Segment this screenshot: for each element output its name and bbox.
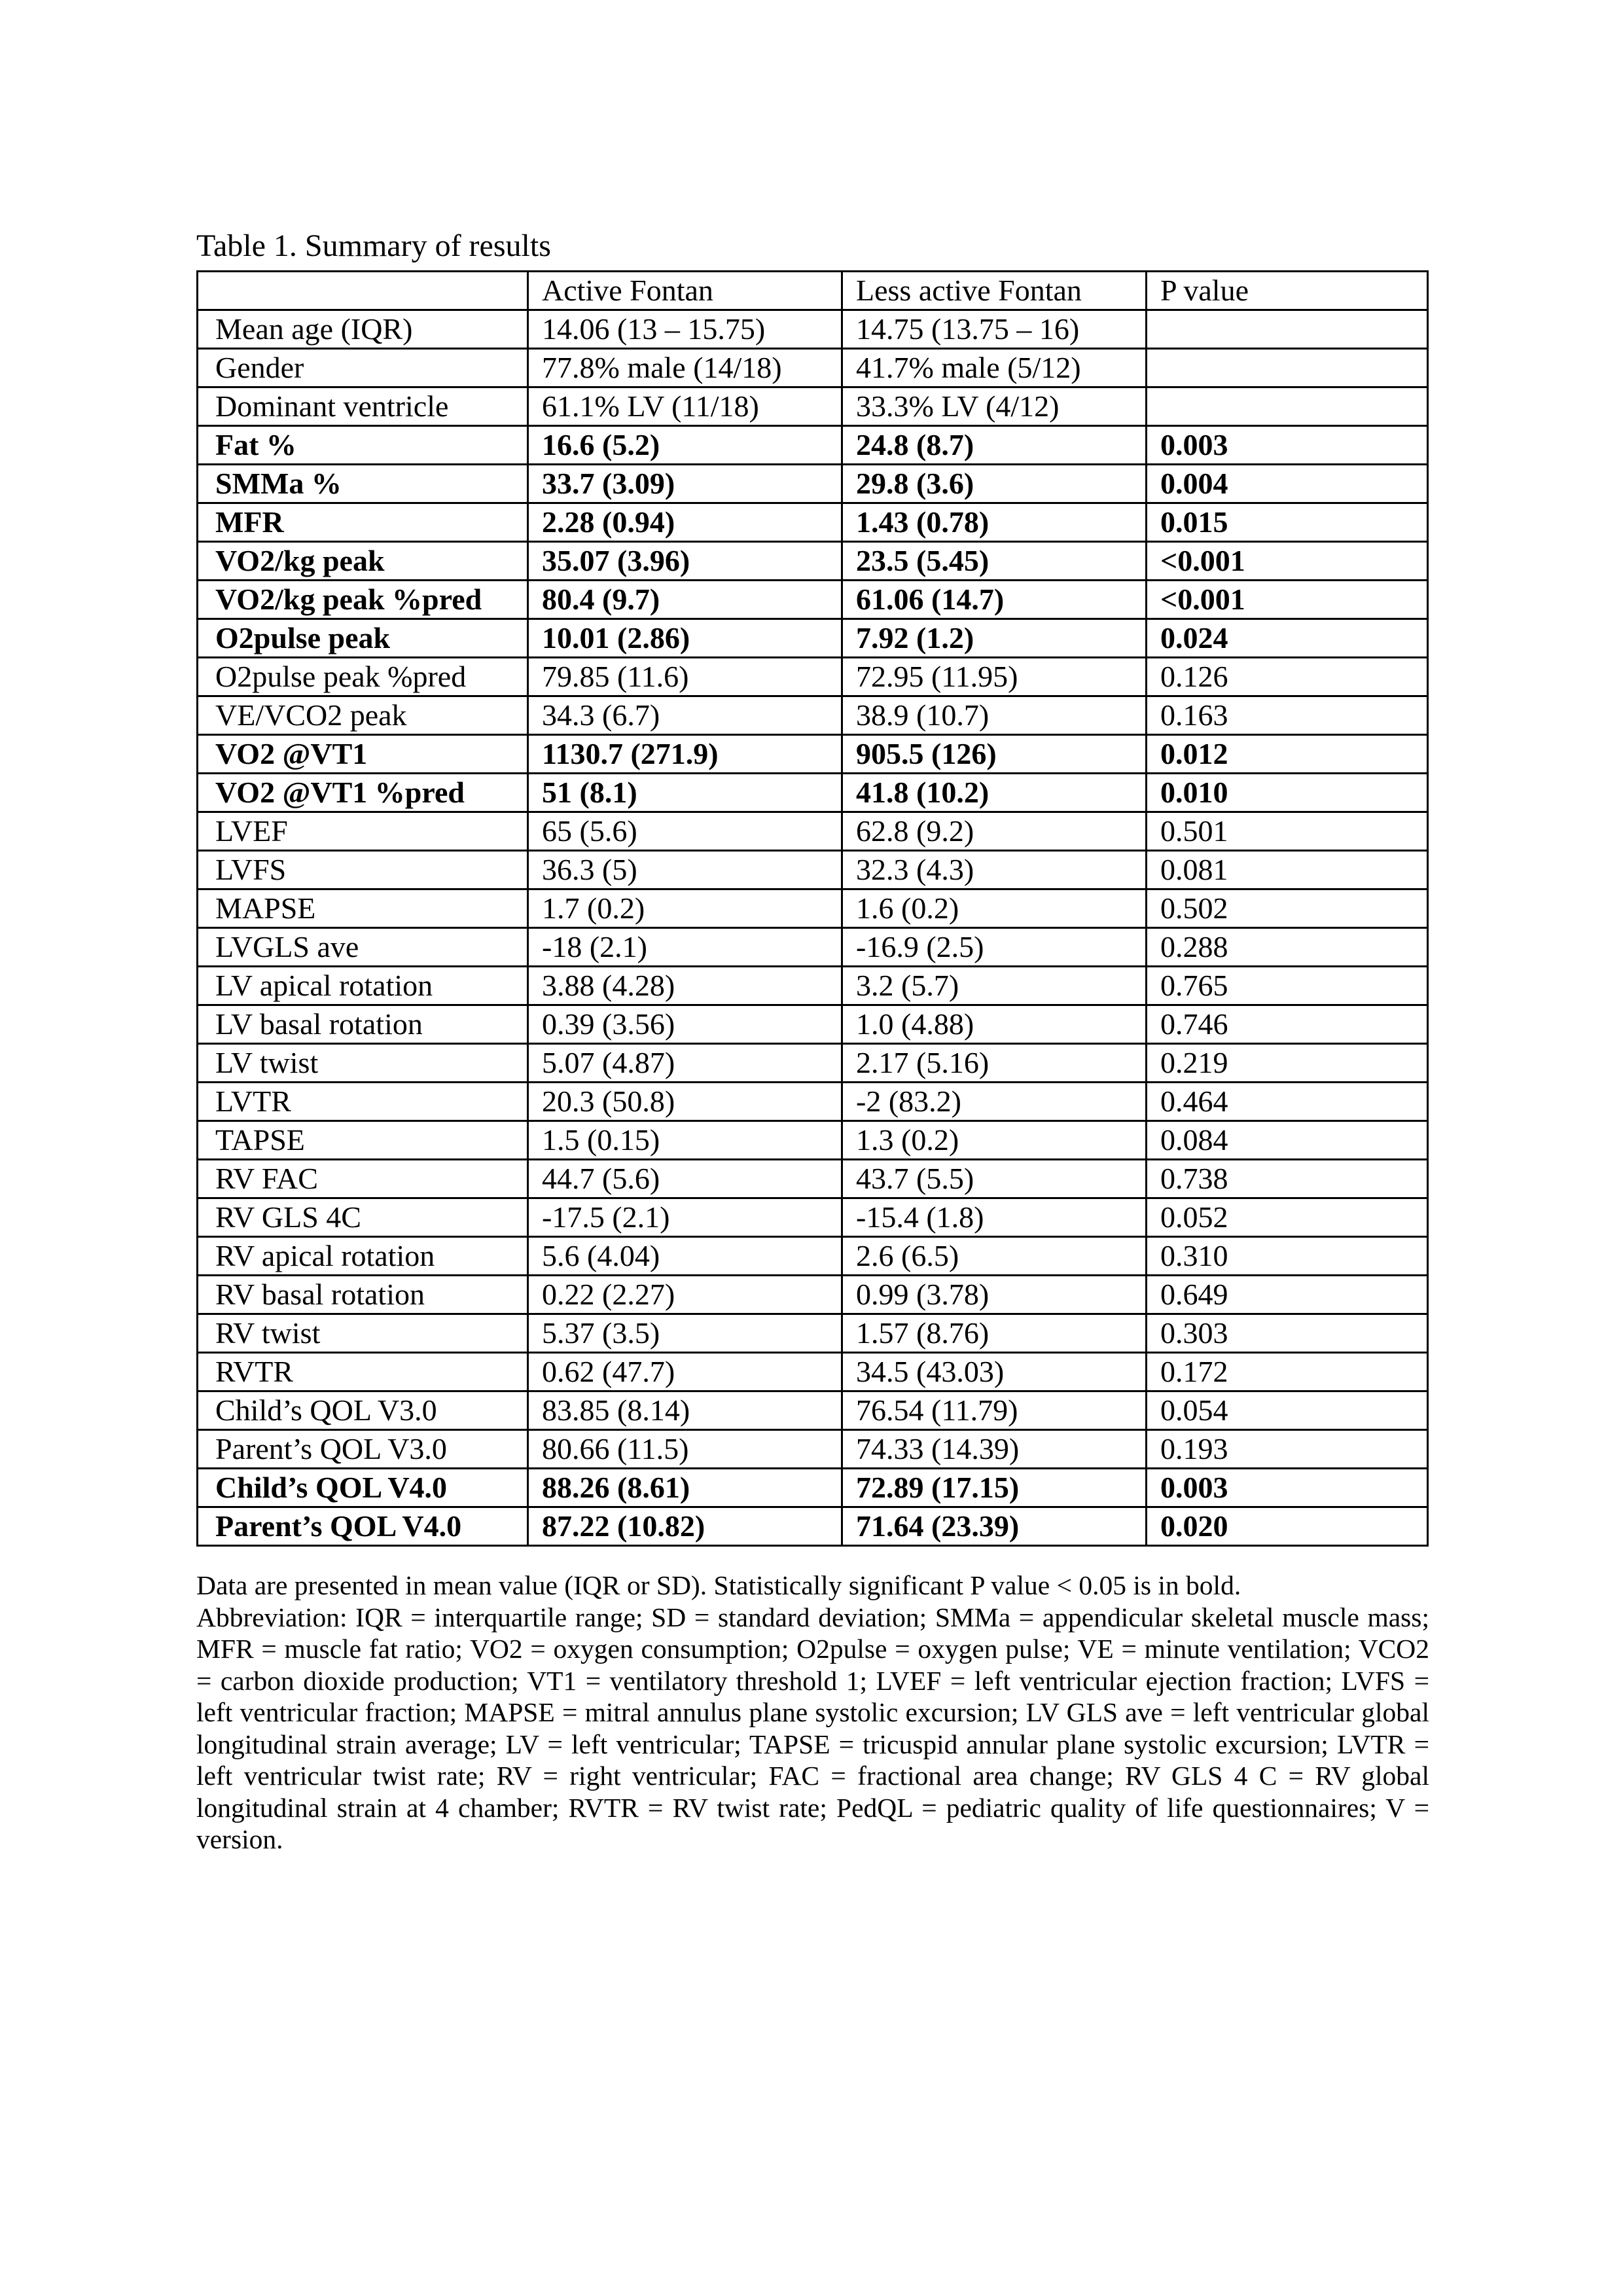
p-value-cell: <0.001 — [1147, 542, 1428, 581]
row-label-cell: LV basal rotation — [198, 1005, 528, 1044]
less-active-fontan-cell: 14.75 (13.75 – 16) — [842, 310, 1147, 349]
p-value-cell: 0.084 — [1147, 1121, 1428, 1160]
active-fontan-cell: 51 (8.1) — [528, 774, 842, 812]
row-label-cell: LVGLS ave — [198, 928, 528, 967]
row-label-cell: VO2 @VT1 — [198, 735, 528, 774]
row-label-cell: VO2 @VT1 %pred — [198, 774, 528, 812]
table-row — [198, 581, 1428, 619]
row-label-cell: MFR — [198, 503, 528, 542]
less-active-fontan-cell: 2.17 (5.16) — [842, 1044, 1147, 1083]
less-active-fontan-cell: 3.2 (5.7) — [842, 967, 1147, 1005]
less-active-fontan-cell: 1.0 (4.88) — [842, 1005, 1147, 1044]
table-row — [198, 1314, 1428, 1353]
p-value-cell: 0.020 — [1147, 1507, 1428, 1546]
table-row — [198, 928, 1428, 967]
table-row — [198, 310, 1428, 349]
table-row — [198, 1237, 1428, 1276]
p-value-cell: 0.464 — [1147, 1083, 1428, 1121]
active-fontan-cell: 1.5 (0.15) — [528, 1121, 842, 1160]
active-fontan-cell: 44.7 (5.6) — [528, 1160, 842, 1198]
p-value-cell — [1147, 310, 1428, 349]
table-row — [198, 1160, 1428, 1198]
active-fontan-cell: 83.85 (8.14) — [528, 1391, 842, 1430]
less-active-fontan-cell: -16.9 (2.5) — [842, 928, 1147, 967]
less-active-fontan-cell: 61.06 (14.7) — [842, 581, 1147, 619]
active-fontan-cell: 0.62 (47.7) — [528, 1353, 842, 1391]
active-fontan-cell: 33.7 (3.09) — [528, 465, 842, 503]
table-row — [198, 812, 1428, 851]
active-fontan-cell: 88.26 (8.61) — [528, 1469, 842, 1507]
active-fontan-cell: 5.6 (4.04) — [528, 1237, 842, 1276]
table-row — [198, 426, 1428, 465]
less-active-fontan-cell: 33.3% LV (4/12) — [842, 387, 1147, 426]
p-value-cell: 0.054 — [1147, 1391, 1428, 1430]
table-row — [198, 1430, 1428, 1469]
p-value-cell: 0.310 — [1147, 1237, 1428, 1276]
table-row — [198, 1507, 1428, 1546]
less-active-fontan-cell: 34.5 (43.03) — [842, 1353, 1147, 1391]
active-fontan-cell: 16.6 (5.2) — [528, 426, 842, 465]
table-row — [198, 1083, 1428, 1121]
row-label-cell: Fat % — [198, 426, 528, 465]
active-fontan-cell: 20.3 (50.8) — [528, 1083, 842, 1121]
table-row — [198, 735, 1428, 774]
active-fontan-cell: 65 (5.6) — [528, 812, 842, 851]
active-fontan-cell: 34.3 (6.7) — [528, 696, 842, 735]
table-row — [198, 967, 1428, 1005]
active-fontan-cell: 36.3 (5) — [528, 851, 842, 889]
p-value-cell: 0.303 — [1147, 1314, 1428, 1353]
p-value-cell: 0.012 — [1147, 735, 1428, 774]
column-header-active: Active Fontan — [528, 272, 842, 310]
row-label-cell: LVFS — [198, 851, 528, 889]
p-value-cell: 0.052 — [1147, 1198, 1428, 1237]
row-label-cell: RV apical rotation — [198, 1237, 528, 1276]
p-value-cell: 0.015 — [1147, 503, 1428, 542]
p-value-cell: 0.219 — [1147, 1044, 1428, 1083]
table-body — [198, 310, 1428, 1546]
table-row — [198, 774, 1428, 812]
footnote-abbreviations: Abbreviation: IQR = interquartile range; SD = standard deviation; SMMa = appendicular skeletal muscle mass; MFR = muscle fat ratio; VO2 = oxygen consumption; O2pulse = oxygen pulse; VE = minute ventilation; VCO2 = carbon dioxide production; VT1 = ventilatory threshold 1; LVEF = left ventricular ejection fraction; LVFS = left ventricular fraction; MAPSE = mitral annulus plane systolic excursion; LV GLS ave = left ventricular global longitudinal strain average; LV = left ventricular; TAPSE = tricuspid annular plane systolic excursion; LVTR = left ventricular twist rate; RV = right ventricular; FAC = fractional area change; RV GLS 4 C = RV global longitudinal strain at 4 chamber; RVTR = RV twist rate; PedQL = pediatric quality of life questionnaires; V = version. — [196, 1602, 1429, 1854]
row-label-cell: LVEF — [198, 812, 528, 851]
less-active-fontan-cell: 72.89 (17.15) — [842, 1469, 1147, 1507]
p-value-cell: 0.172 — [1147, 1353, 1428, 1391]
less-active-fontan-cell: 38.9 (10.7) — [842, 696, 1147, 735]
less-active-fontan-cell: 41.8 (10.2) — [842, 774, 1147, 812]
less-active-fontan-cell: 7.92 (1.2) — [842, 619, 1147, 658]
p-value-cell: 0.649 — [1147, 1276, 1428, 1314]
less-active-fontan-cell: -15.4 (1.8) — [842, 1198, 1147, 1237]
table-row — [198, 542, 1428, 581]
active-fontan-cell: 10.01 (2.86) — [528, 619, 842, 658]
less-active-fontan-cell: 29.8 (3.6) — [842, 465, 1147, 503]
active-fontan-cell: 35.07 (3.96) — [528, 542, 842, 581]
row-label-cell: MAPSE — [198, 889, 528, 928]
row-label-cell: RVTR — [198, 1353, 528, 1391]
p-value-cell: 0.010 — [1147, 774, 1428, 812]
row-label-cell: RV basal rotation — [198, 1276, 528, 1314]
row-label-cell: Mean age (IQR) — [198, 310, 528, 349]
active-fontan-cell: 87.22 (10.82) — [528, 1507, 842, 1546]
table-row — [198, 658, 1428, 696]
table-row — [198, 1391, 1428, 1430]
column-header-empty — [198, 272, 528, 310]
row-label-cell: VO2/kg peak — [198, 542, 528, 581]
p-value-cell: 0.003 — [1147, 1469, 1428, 1507]
p-value-cell: 0.288 — [1147, 928, 1428, 967]
active-fontan-cell: 3.88 (4.28) — [528, 967, 842, 1005]
row-label-cell: RV FAC — [198, 1160, 528, 1198]
table-caption: Table 1. Summary of results — [196, 228, 551, 263]
less-active-fontan-cell: 74.33 (14.39) — [842, 1430, 1147, 1469]
row-label-cell: RV twist — [198, 1314, 528, 1353]
table-row — [198, 1198, 1428, 1237]
row-label-cell: Parent’s QOL V3.0 — [198, 1430, 528, 1469]
p-value-cell: <0.001 — [1147, 581, 1428, 619]
row-label-cell: RV GLS 4C — [198, 1198, 528, 1237]
less-active-fontan-cell: 62.8 (9.2) — [842, 812, 1147, 851]
table-row — [198, 1121, 1428, 1160]
p-value-cell: 0.126 — [1147, 658, 1428, 696]
less-active-fontan-cell: 76.54 (11.79) — [842, 1391, 1147, 1430]
p-value-cell: 0.024 — [1147, 619, 1428, 658]
row-label-cell: Dominant ventricle — [198, 387, 528, 426]
row-label-cell: VE/VCO2 peak — [198, 696, 528, 735]
active-fontan-cell: 0.22 (2.27) — [528, 1276, 842, 1314]
p-value-cell: 0.004 — [1147, 465, 1428, 503]
p-value-cell: 0.081 — [1147, 851, 1428, 889]
active-fontan-cell: 80.4 (9.7) — [528, 581, 842, 619]
row-label-cell: O2pulse peak — [198, 619, 528, 658]
active-fontan-cell: 5.07 (4.87) — [528, 1044, 842, 1083]
footnote-block — [196, 1570, 1429, 1856]
active-fontan-cell: 2.28 (0.94) — [528, 503, 842, 542]
table-row — [198, 851, 1428, 889]
less-active-fontan-cell: 43.7 (5.5) — [842, 1160, 1147, 1198]
row-label-cell: SMMa % — [198, 465, 528, 503]
row-label-cell: LV apical rotation — [198, 967, 528, 1005]
table-row — [198, 387, 1428, 426]
p-value-cell: 0.502 — [1147, 889, 1428, 928]
p-value-cell: 0.003 — [1147, 426, 1428, 465]
row-label-cell: O2pulse peak %pred — [198, 658, 528, 696]
p-value-cell: 0.163 — [1147, 696, 1428, 735]
p-value-cell: 0.746 — [1147, 1005, 1428, 1044]
less-active-fontan-cell: 2.6 (6.5) — [842, 1237, 1147, 1276]
active-fontan-cell: 61.1% LV (11/18) — [528, 387, 842, 426]
active-fontan-cell: 77.8% male (14/18) — [528, 349, 842, 387]
less-active-fontan-cell: 24.8 (8.7) — [842, 426, 1147, 465]
active-fontan-cell: 1.7 (0.2) — [528, 889, 842, 928]
active-fontan-cell: 5.37 (3.5) — [528, 1314, 842, 1353]
p-value-cell: 0.738 — [1147, 1160, 1428, 1198]
column-header-p-value: P value — [1147, 272, 1428, 310]
active-fontan-cell: -18 (2.1) — [528, 928, 842, 967]
table-row — [198, 1044, 1428, 1083]
row-label-cell: Gender — [198, 349, 528, 387]
table-row — [198, 1353, 1428, 1391]
active-fontan-cell: 1130.7 (271.9) — [528, 735, 842, 774]
less-active-fontan-cell: 1.43 (0.78) — [842, 503, 1147, 542]
less-active-fontan-cell: 23.5 (5.45) — [842, 542, 1147, 581]
row-label-cell: VO2/kg peak %pred — [198, 581, 528, 619]
p-value-cell: 0.765 — [1147, 967, 1428, 1005]
column-header-less-active: Less active Fontan — [842, 272, 1147, 310]
less-active-fontan-cell: 905.5 (126) — [842, 735, 1147, 774]
row-label-cell: LVTR — [198, 1083, 528, 1121]
active-fontan-cell: -17.5 (2.1) — [528, 1198, 842, 1237]
less-active-fontan-cell: -2 (83.2) — [842, 1083, 1147, 1121]
p-value-cell — [1147, 387, 1428, 426]
less-active-fontan-cell: 1.6 (0.2) — [842, 889, 1147, 928]
table-row — [198, 349, 1428, 387]
less-active-fontan-cell: 72.95 (11.95) — [842, 658, 1147, 696]
less-active-fontan-cell: 1.3 (0.2) — [842, 1121, 1147, 1160]
active-fontan-cell: 14.06 (13 – 15.75) — [528, 310, 842, 349]
active-fontan-cell: 80.66 (11.5) — [528, 1430, 842, 1469]
less-active-fontan-cell: 71.64 (23.39) — [842, 1507, 1147, 1546]
table-row — [198, 1005, 1428, 1044]
row-label-cell: Child’s QOL V3.0 — [198, 1391, 528, 1430]
p-value-cell — [1147, 349, 1428, 387]
table-row — [198, 619, 1428, 658]
row-label-cell: Parent’s QOL V4.0 — [198, 1507, 528, 1546]
less-active-fontan-cell: 0.99 (3.78) — [842, 1276, 1147, 1314]
less-active-fontan-cell: 1.57 (8.76) — [842, 1314, 1147, 1353]
table-row — [198, 1276, 1428, 1314]
row-label-cell: Child’s QOL V4.0 — [198, 1469, 528, 1507]
table-row — [198, 696, 1428, 735]
table-row — [198, 889, 1428, 928]
p-value-cell: 0.501 — [1147, 812, 1428, 851]
active-fontan-cell: 79.85 (11.6) — [528, 658, 842, 696]
table-row — [198, 1469, 1428, 1507]
less-active-fontan-cell: 41.7% male (5/12) — [842, 349, 1147, 387]
table-row — [198, 503, 1428, 542]
footnote-data-note: Data are presented in mean value (IQR or SD). Statistically significant P value < 0.05 is in bold. — [196, 1570, 1241, 1600]
results-table — [196, 270, 1429, 1547]
row-label-cell: LV twist — [198, 1044, 528, 1083]
active-fontan-cell: 0.39 (3.56) — [528, 1005, 842, 1044]
row-label-cell: TAPSE — [198, 1121, 528, 1160]
less-active-fontan-cell: 32.3 (4.3) — [842, 851, 1147, 889]
table-header-row — [198, 272, 1428, 310]
p-value-cell: 0.193 — [1147, 1430, 1428, 1469]
table-row — [198, 465, 1428, 503]
